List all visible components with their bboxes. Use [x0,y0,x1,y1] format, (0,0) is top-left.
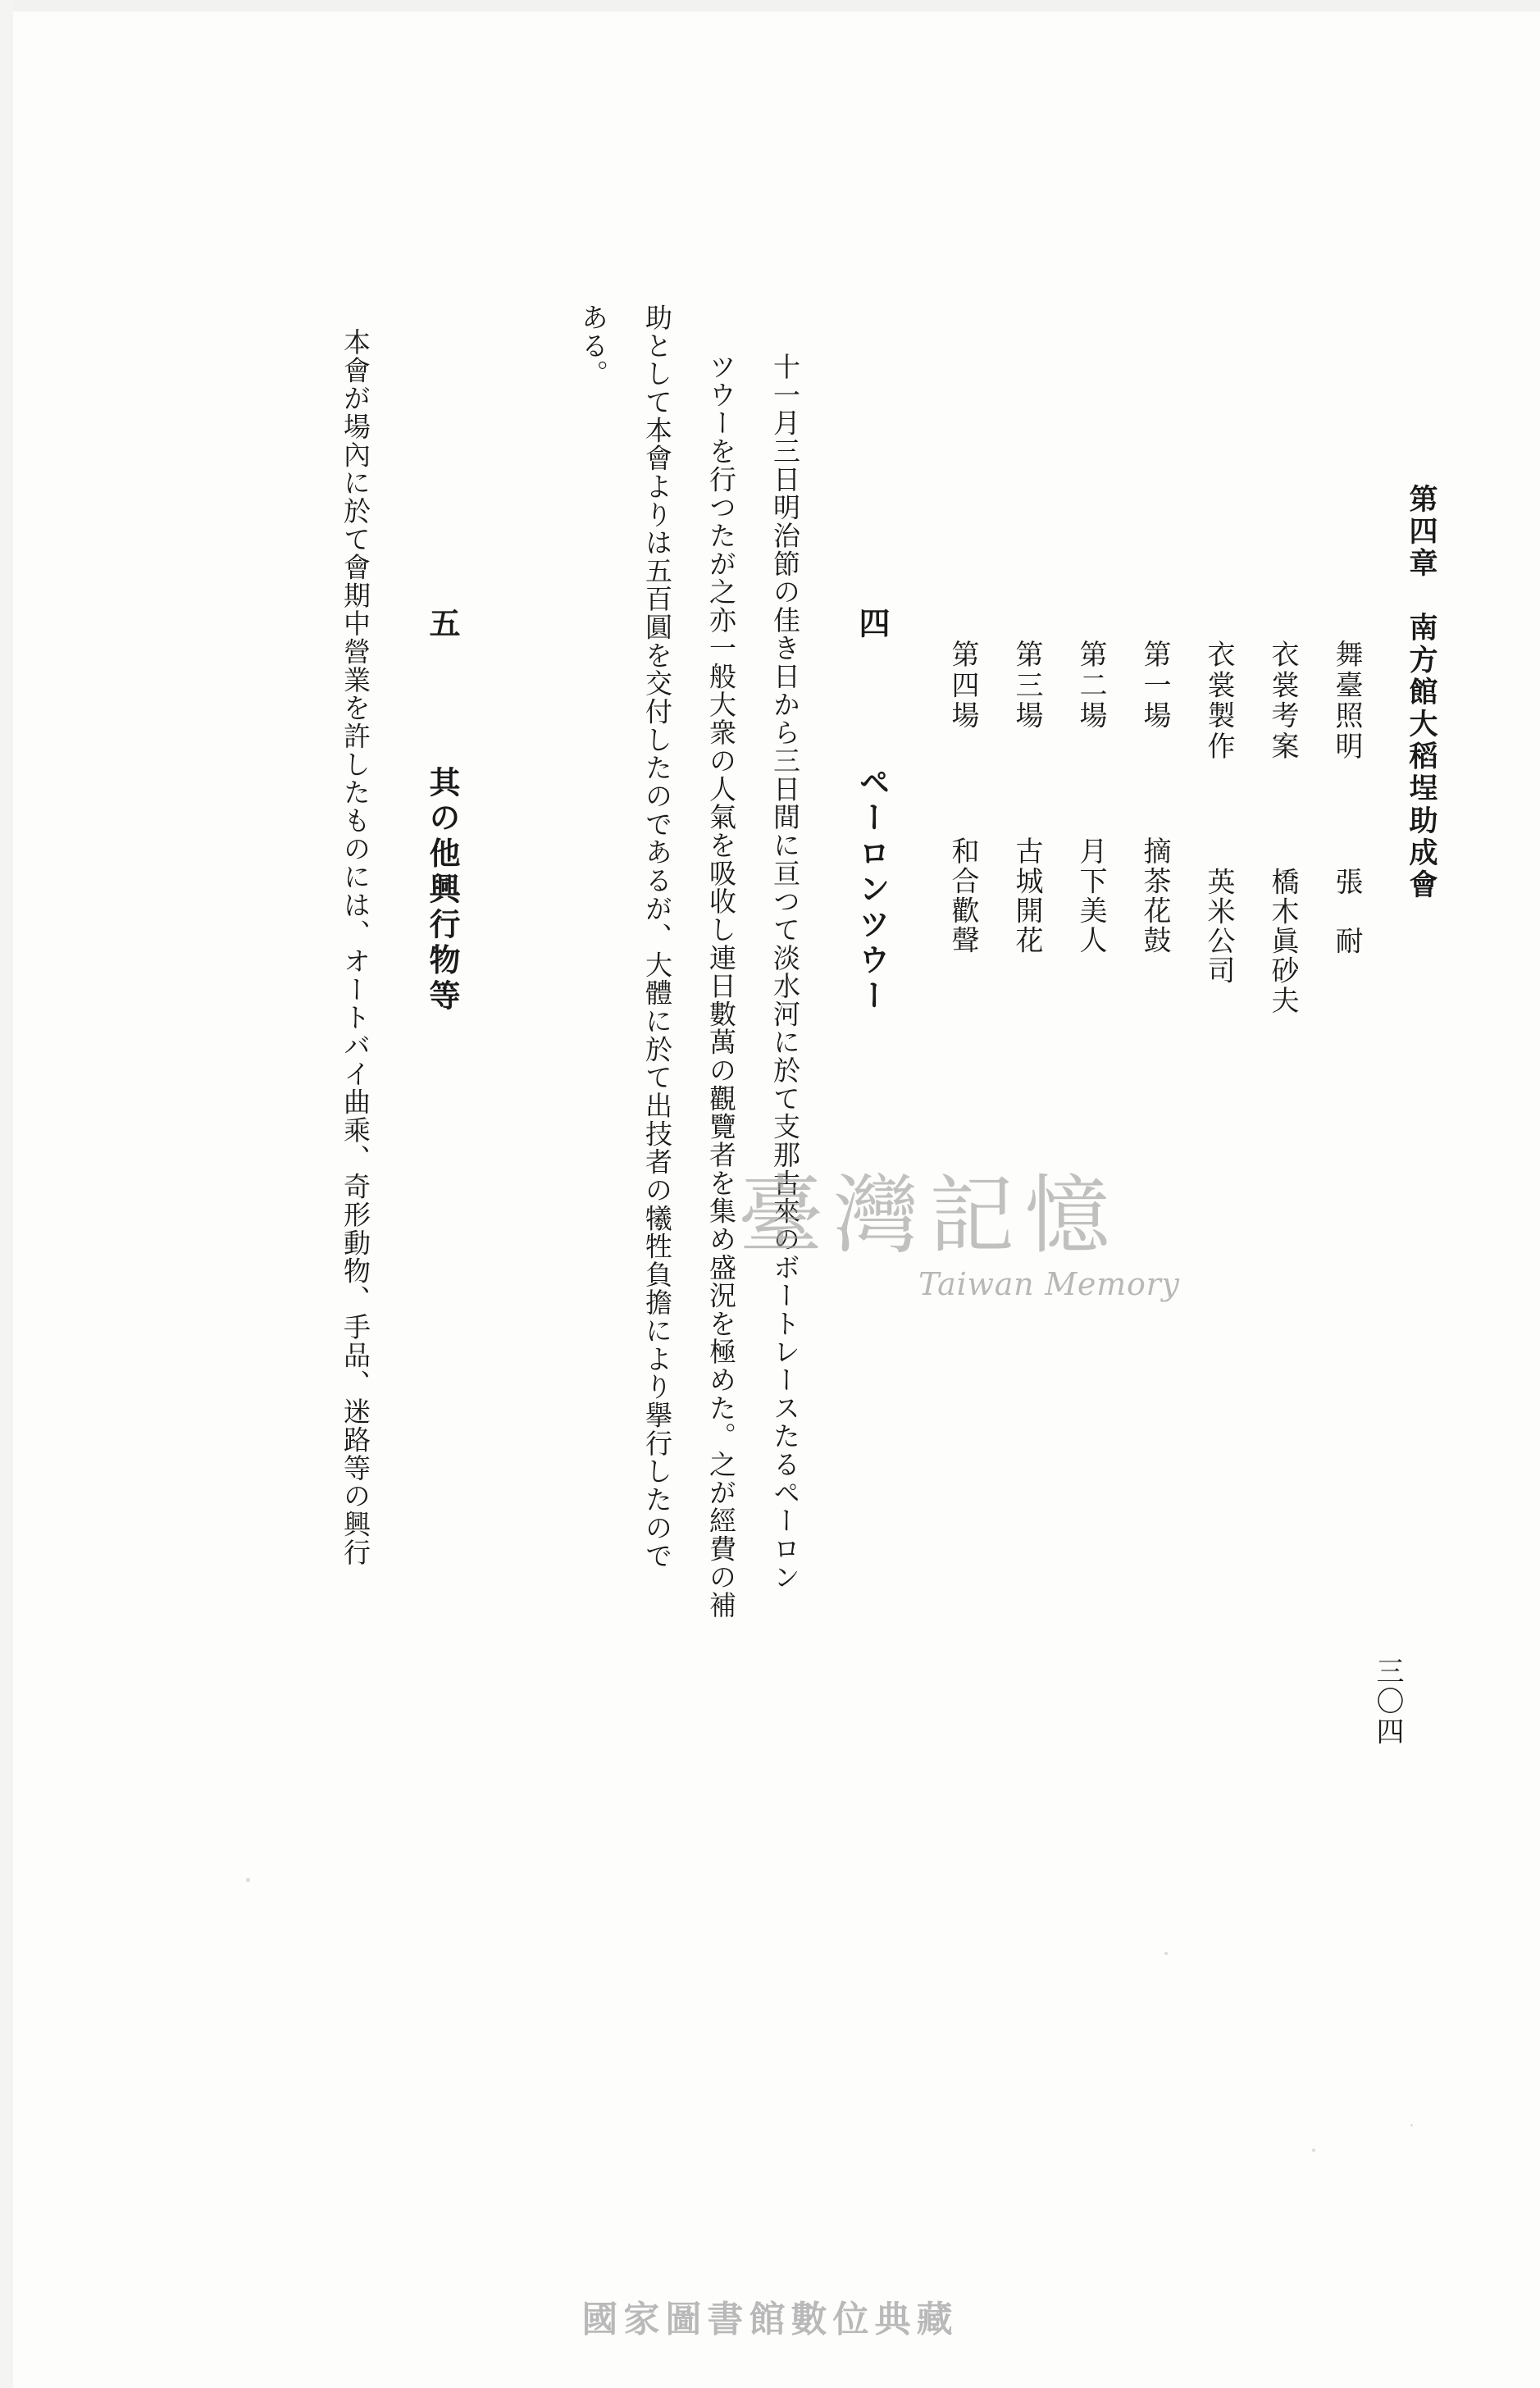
body-column: ツウーを行つたが之亦一般大衆の人氣を吸收し連日數萬の觀覽者を集め盛況を極めた。之が經費の補 [705,353,737,1620]
scan-speckle [246,1878,250,1882]
program-entry [1068,640,1112,955]
program-entry-value: 摘茶花鼓 [1138,836,1171,955]
program-entry-text: 第三場 [1010,640,1043,732]
program-entry-text: 第二場 [1074,640,1107,732]
program-entry-text: 衣裳製作 [1202,640,1235,763]
program-entry-value: 古城開花 [1010,836,1043,955]
program-entry [1005,640,1048,955]
page-number: 三〇四 [1371,1657,1404,1748]
watermark-latin-text: Taiwan Memory [918,1266,1180,1302]
program-entry [1324,640,1368,956]
program-entry-value: 月下美人 [1074,836,1107,955]
scan-speckle [1312,2149,1315,2152]
body-column: 本會が場內に於て會期中營業を許したものには、オートバイ曲乘、奇形動物、手品、迷路等の興行 [339,328,371,1567]
section-title: ペーロンツウー [854,765,890,1015]
scan-speckle [1410,2124,1413,2126]
program-entry-text: 第四場 [946,640,979,732]
section-number: 四 [854,607,890,643]
program-entry [1132,640,1176,955]
program-entry-value: 英米公司 [1202,867,1235,986]
body-column: 助として本會よりは五百圓を交付したのであるが、大體に於て出技者の犧牲負擔により擧行したので [641,303,673,1570]
program-entry-text: 舞臺照明 [1330,640,1363,763]
library-stamp: 國家圖書館數位典藏 [581,2299,959,2340]
program-entry-value: 橋木眞砂夫 [1266,867,1299,1015]
program-entry-text: 第一場 [1138,640,1171,732]
section-heading-five [417,607,466,1014]
body-column: ある。 [577,303,609,388]
program-entry-value: 和合歡聲 [946,836,979,955]
program-entry [1260,640,1304,1015]
page-edge-top [0,0,1540,11]
section-heading-four [847,607,895,1014]
program-entry-value: 張 耐 [1330,867,1363,956]
program-entry [941,640,984,955]
program-entry-text: 衣裳考案 [1266,640,1299,763]
watermark-cjk-text: 臺灣記憶 [738,1165,1120,1265]
taiwan-memory-watermark [738,1165,1263,1353]
program-entry [1196,640,1240,986]
body-column: 十一月三日明治節の佳き日から三日間に亘つて淡水河に於て支那古來のボートレースたるペーロン [769,353,801,1592]
page-edge-left [0,0,13,2388]
section-number: 五 [424,607,460,643]
chapter-heading: 第四章 南方館大稻埕助成會 [1405,484,1437,902]
scan-speckle [1164,1952,1168,1955]
section-title: 其の他興行物等 [424,765,460,1015]
